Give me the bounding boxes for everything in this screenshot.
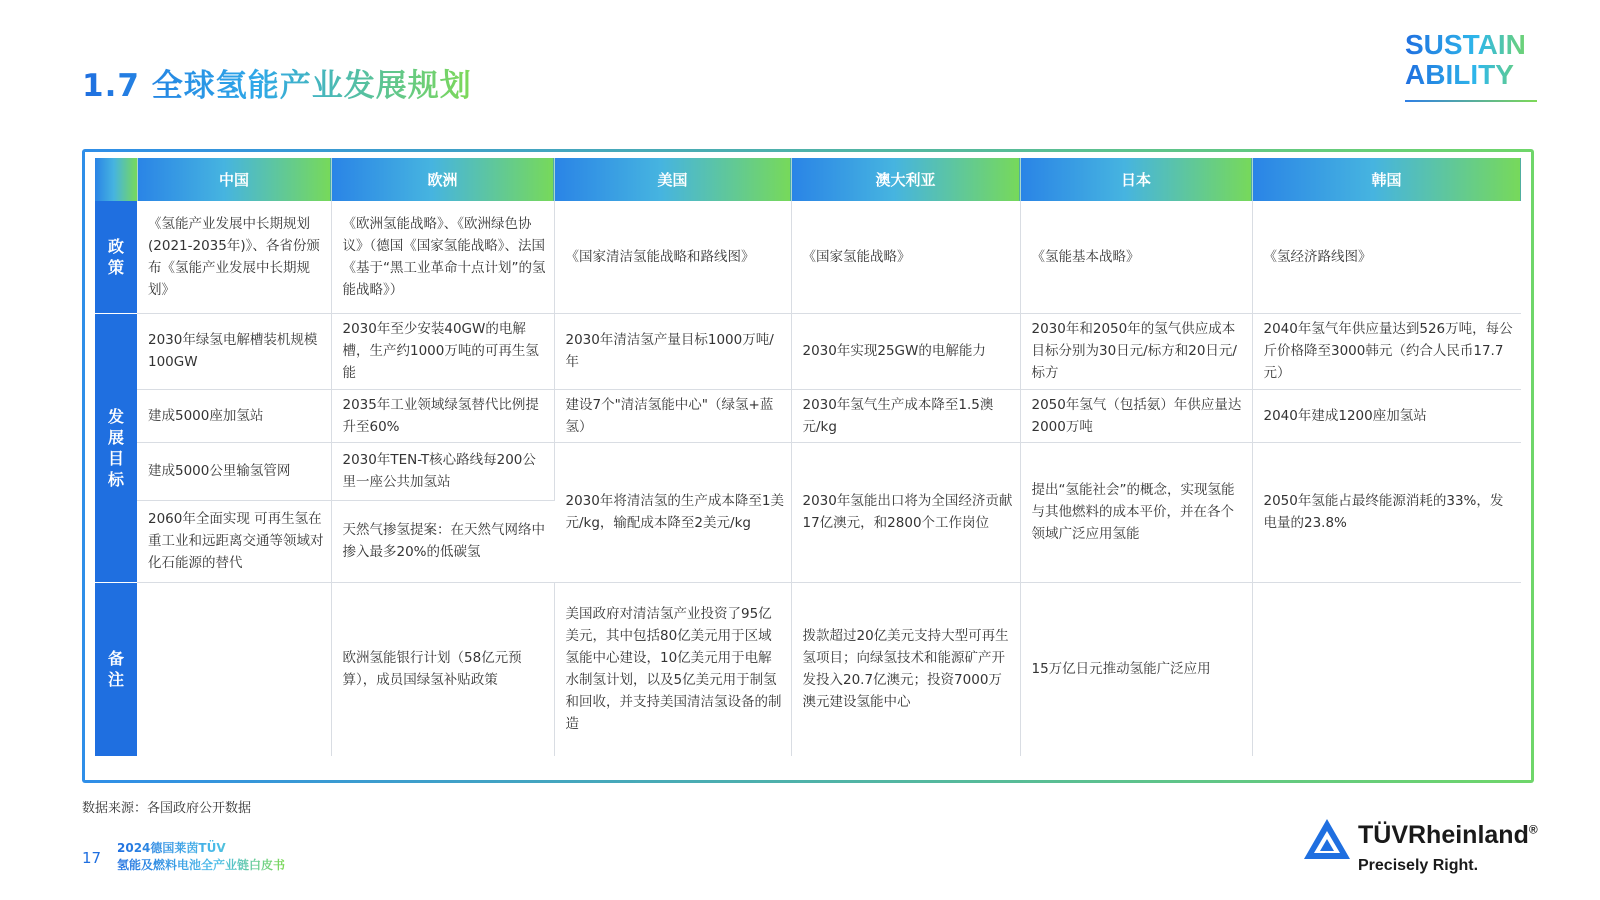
goal-usa-2: 建设7个"清洁氢能中心"（绿氢+蓝氢） bbox=[554, 389, 791, 442]
goal-china-1: 2030年绿氢电解槽装机规模100GW bbox=[137, 313, 331, 389]
goal-china-4: 2060年全面实现 可再生氢在重工业和远距离交通等领域对化石能源的替代 bbox=[137, 500, 331, 582]
category-goals-label: 发展目标 bbox=[108, 406, 125, 489]
goals-row-1 bbox=[95, 313, 1521, 389]
policy-china: 《氢能产业发展中长期规划(2021-2035年)》、各省份颁布《氢能产业发展中长期规划》 bbox=[137, 201, 331, 313]
goal-europe-4: 天然气掺氢提案：在天然气网络中掺入最多20%的低碳氢 bbox=[331, 500, 554, 582]
goal-europe-2: 2035年工业领域绿氢替代比例提升至60% bbox=[331, 389, 554, 442]
policy-europe: 《欧洲氢能战略》、《欧洲绿色协议》（德国《国家氢能战略》、法国《基于“黑工业革命十点计划”的氢能战略》） bbox=[331, 201, 554, 313]
header-china: 中国 bbox=[137, 158, 331, 201]
policy-korea: 《氢经济路线图》 bbox=[1252, 201, 1521, 313]
header-japan: 日本 bbox=[1020, 158, 1252, 201]
goal-australia-1: 2030年实现25GW的电解能力 bbox=[791, 313, 1020, 389]
brand-name bbox=[1358, 821, 1538, 850]
note-korea bbox=[1252, 582, 1521, 756]
sustainability-logo bbox=[1405, 30, 1537, 102]
policy-japan: 《氢能基本战略》 bbox=[1020, 201, 1252, 313]
page-title: 1.7 全球氢能产业发展规划 bbox=[82, 60, 472, 105]
category-notes bbox=[95, 582, 137, 756]
goal-australia-3: 2030年氢能出口将为全国经济贡献17亿澳元，和2800个工作岗位 bbox=[791, 442, 1020, 582]
category-policy-label: 政策 bbox=[108, 236, 125, 277]
goals-row-2 bbox=[95, 389, 1521, 442]
hydrogen-policy-table bbox=[95, 158, 1522, 756]
logo-line-1: SUSTAIN bbox=[1405, 30, 1537, 60]
logo-line-2: ABILITY bbox=[1405, 60, 1537, 90]
goal-europe-1: 2030年至少安装40GW的电解槽，生产约1000万吨的可再生氢能 bbox=[331, 313, 554, 389]
header-korea: 韩国 bbox=[1252, 158, 1521, 201]
registered-mark: ® bbox=[1528, 822, 1538, 837]
header-row bbox=[95, 158, 1521, 201]
header-europe: 欧洲 bbox=[331, 158, 554, 201]
goal-australia-2: 2030年氢气生产成本降至1.5澳元/kg bbox=[791, 389, 1020, 442]
header-australia: 澳大利亚 bbox=[791, 158, 1020, 201]
category-goals bbox=[95, 313, 137, 582]
publication-line-1: 2024德国莱茵TÜV bbox=[117, 841, 226, 855]
tuv-triangle-icon bbox=[1302, 817, 1352, 861]
note-europe: 欧洲氢能银行计划（58亿元预算），成员国绿氢补贴政策 bbox=[331, 582, 554, 756]
note-japan: 15万亿日元推动氢能广泛应用 bbox=[1020, 582, 1252, 756]
note-usa: 美国政府对清洁氢产业投资了95亿美元，其中包括80亿美元用于区域氢能中心建设，10亿美元用于电解水制氢计划，以及5亿美元用于制氢和回收，并支持美国清洁氢设备的制造 bbox=[554, 582, 791, 756]
brand-name-text: TÜVRheinland bbox=[1358, 821, 1529, 849]
goal-korea-2: 2040年建成1200座加氢站 bbox=[1252, 389, 1521, 442]
page-number: 17 bbox=[82, 849, 102, 867]
goal-japan-1: 2030年和2050年的氢气供应成本目标分别为30日元/标方和20日元/标方 bbox=[1020, 313, 1252, 389]
header-corner bbox=[95, 158, 137, 201]
category-notes-label: 备注 bbox=[108, 649, 125, 690]
goal-usa-3: 2030年将清洁氢的生产成本降至1美元/kg，输配成本降至2美元/kg bbox=[554, 442, 791, 582]
policy-usa: 《国家清洁氢能战略和路线图》 bbox=[554, 201, 791, 313]
note-australia: 拨款超过20亿美元支持大型可再生氢项目；向绿氢技术和能源矿产开发投入20.7亿澳元；投资7000万澳元建设氢能中心 bbox=[791, 582, 1020, 756]
note-china bbox=[137, 582, 331, 756]
policy-row bbox=[95, 201, 1521, 313]
category-policy bbox=[95, 201, 137, 313]
goal-china-2: 建成5000座加氢站 bbox=[137, 389, 331, 442]
goals-row-3 bbox=[95, 442, 1521, 500]
policy-table-frame bbox=[82, 149, 1534, 783]
goal-japan-3: 提出“氢能社会”的概念，实现氢能与其他燃料的成本平价，并在各个领域广泛应用氢能 bbox=[1020, 442, 1252, 582]
header-usa: 美国 bbox=[554, 158, 791, 201]
goal-korea-3: 2050年氢能占最终能源消耗的33%，发电量的23.8% bbox=[1252, 442, 1521, 582]
publication-title bbox=[117, 840, 285, 874]
policy-australia: 《国家氢能战略》 bbox=[791, 201, 1020, 313]
goal-korea-1: 2040年氢气年供应量达到526万吨，每公斤价格降至3000韩元（约合人民币17.7元） bbox=[1252, 313, 1521, 389]
brand-tagline: Precisely Right. bbox=[1358, 857, 1479, 874]
goal-europe-3: 2030年TEN-T核心路线每200公里一座公共加氢站 bbox=[331, 442, 554, 500]
goal-usa-1: 2030年清洁氢产量目标1000万吨/年 bbox=[554, 313, 791, 389]
data-source-note: 数据来源：各国政府公开数据 bbox=[82, 801, 252, 816]
goal-japan-2: 2050年氢气（包括氨）年供应量达2000万吨 bbox=[1020, 389, 1252, 442]
notes-row bbox=[95, 582, 1521, 756]
goal-china-3: 建成5000公里输氢管网 bbox=[137, 442, 331, 500]
publication-line-2: 氢能及燃料电池全产业链白皮书 bbox=[117, 858, 286, 872]
logo-underline bbox=[1405, 100, 1537, 102]
